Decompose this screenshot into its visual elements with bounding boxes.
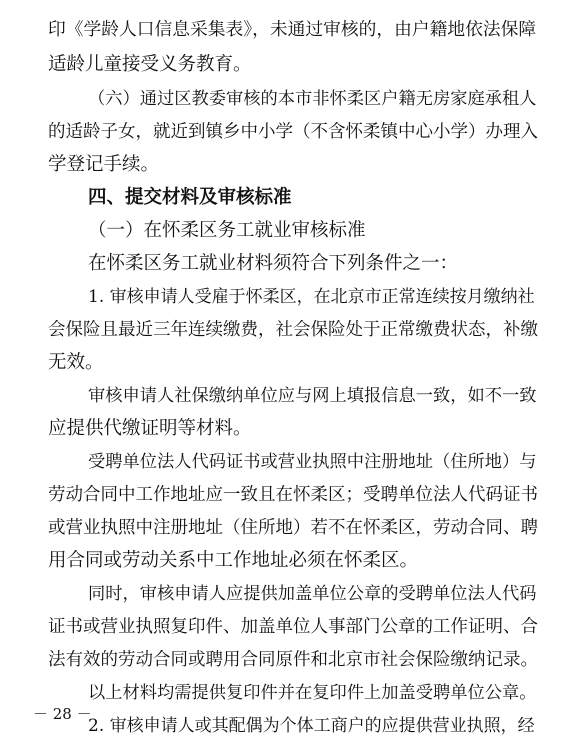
text-line: 会保险且最近三年连续缴费，社会保险处于正常缴费状态，补缴 (48, 320, 538, 340)
section-heading: 四、提交材料及审核标准 (88, 187, 292, 208)
text-line: 受聘单位法人代码证书或营业执照中注册地址（住所地）与 (88, 452, 537, 472)
text-line: 用合同或劳动关系中工作地址必须在怀柔区。 (48, 550, 419, 571)
text-line: 印《学龄人口信息采集表》，未通过审核的，由户籍地依法保障 (48, 20, 537, 40)
text-line: 无效。 (48, 352, 104, 373)
text-line: （六）通过区教委审核的本市非怀柔区户籍无房家庭承租人 (88, 89, 537, 109)
text-line: 证书或营业执照复印件、加盖单位人事部门公章的工作证明、合 (48, 617, 538, 637)
text-line: 2. 审核申请人或其配偶为个体工商户的应提供营业执照，经 (88, 716, 535, 736)
text-line: 学登记手续。 (48, 154, 160, 175)
text-line: 审核申请人社保缴纳单位应与网上填报信息一致，如不一致 (88, 386, 537, 406)
text-line: 以上材料均需提供复印件并在复印件上加盖受聘单位公章。 (88, 683, 537, 703)
text-line: 劳动合同中工作地址应一致且在怀柔区；受聘单位法人代码证书 (48, 485, 538, 505)
text-line: 适龄儿童接受义务教育。 (48, 54, 252, 75)
page-number: － 28 － (33, 705, 92, 723)
text-line: 或营业执照中注册地址（住所地）若不在怀柔区，劳动合同、聘 (48, 518, 538, 538)
text-line: 应提供代缴证明等材料。 (48, 418, 252, 439)
text-line: 的适龄子女，就近到镇乡中小学（不含怀柔镇中心小学）办理入 (48, 122, 538, 142)
text-line: 同时，审核申请人应提供加盖单位公章的受聘单位法人代码 (88, 584, 537, 604)
text-line: 在怀柔区务工就业材料须符合下列条件之一： (88, 253, 459, 274)
text-line: 法有效的劳动合同或聘用合同原件和北京市社会保险缴纳记录。 (48, 650, 538, 670)
text-line: 1. 审核申请人受雇于怀柔区，在北京市正常连续按月缴纳社 (88, 287, 535, 307)
subsection-heading: （一）在怀柔区务工就业审核标准 (88, 220, 366, 241)
